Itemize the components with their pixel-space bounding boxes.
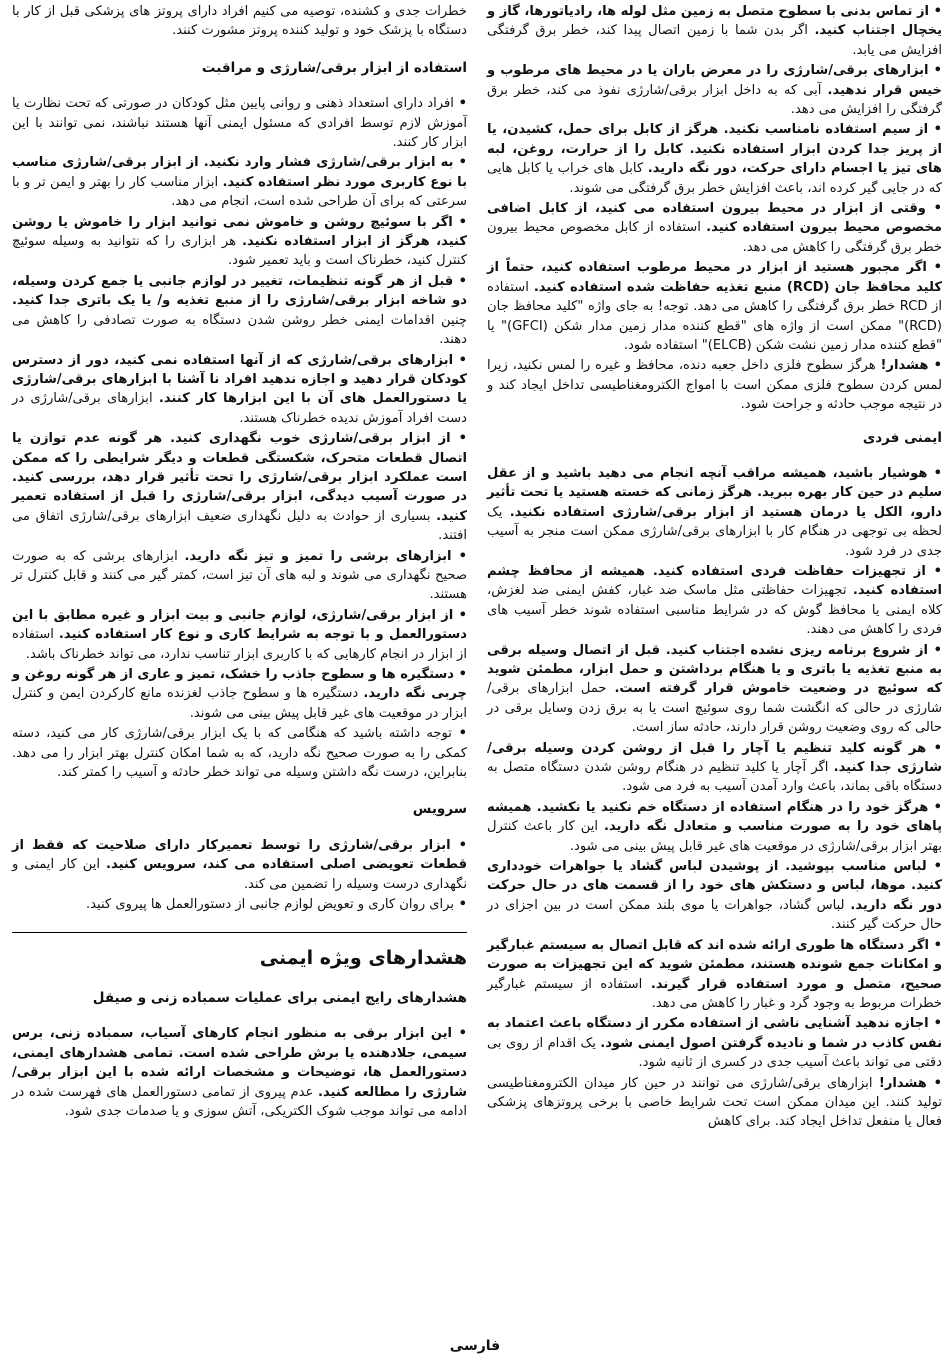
bullet-text: ابزارهای برقی/شارژی در دست افراد آموزش ندیده خطرناک هستند.	[12, 391, 467, 426]
bullet-text: یک اقدام از روی بی دقتی می تواند باعث آسیب جدی در کسری از ثانیه شود.	[487, 1035, 942, 1071]
bullet-bold-text: این ابزار برقی به منظور انجام کارهای آسیاب، سمباده زنی، برس سیمی، جلادهنده یا برش طراحی شده است. تمامی هشدارهای ایمنی، دستورالعمل ها، توضیحات و مشخصات ارائه شده با این ابزار برقی/ شارژی را مطالعه کنید.	[12, 1026, 467, 1100]
right-column	[487, 2, 942, 1133]
bullet-text: این کار ایمنی و نگهداری درست وسیله را تضمین می کند.	[12, 857, 467, 892]
service-heading: سرویس	[412, 801, 467, 818]
bullet-bold-text: هشدار!	[878, 1075, 927, 1091]
bullet-bold-text: ابزار برقی/شارژی را توسط تعمیرکار دارای صلاحیت که فقط از قطعات تعویضی اصلی استفاده می کند، سرویس کنید.	[12, 837, 468, 873]
bullet-icon: •	[928, 799, 943, 815]
bullet-text: هر ابزاری را که نتوانید به وسیله سوئیچ کنترل کنید، خطرناک است و باید تعمیر شود.	[12, 234, 467, 269]
bullet-bold-text: هشدار!	[880, 358, 929, 374]
footer-language-label: فارسی	[449, 1338, 501, 1354]
bullet-bold-text: لباس مناسب بپوشید. از پوشیدن لباس گشاد یا جواهرات خودداری کنید. موها، لباس و دستکش های خود را از قسمت های در حال حرکت دور نگه دارید.	[487, 859, 942, 913]
bullet-icon: •	[929, 4, 942, 19]
personal-safety-list	[487, 464, 942, 1132]
sanding-warnings-list	[12, 1024, 467, 1121]
bullet-item	[487, 356, 942, 414]
bullet-text: بسیاری از حوادث به دلیل نگهداری ضعیف ابزارهای برقی/شارژی اتفاق می افتند.	[12, 508, 467, 544]
bullet-bold-text: اجازه ندهید آشنایی ناشی از استفاده مکرر از دستگاه باعث اعتماد به نفس کاذب در شما و نادیده گرفتن اصول ایمنی شود.	[487, 1016, 942, 1051]
bullet-bold-text: از تماس بدنی با سطوح متصل به زمین مثل لوله ها، رادیاتورها، گاز و یخچال اجتناب کنید.	[487, 4, 942, 39]
bullet-bold-text: از ابزار برقی/شارژی، لوازم جانبی و بیت ابزار و غیره مطابق با این دستورالعمل و با توجه به شرایط کاری و نوع کار استفاده کنید.	[12, 607, 468, 643]
bullet-item	[12, 606, 467, 664]
bullet-item	[12, 429, 467, 545]
bullet-bold-text: هر گونه کلید تنظیم یا آچار را قبل از روشن کردن وسیله برقی/شارژی جدا کنید.	[487, 740, 942, 776]
bullet-text: استفاده از کابل مخصوص محیط بیرون خطر برق گرفتگی را کاهش می دهد.	[487, 220, 942, 255]
bullet-icon: •	[452, 1026, 468, 1042]
bullet-text: تجهیزات حفاظتی مثل ماسک ضد غبار، کفش ایمنی ضد لغزش، کلاه ایمنی یا محافظ گوش که در شرایط مناسبی استفاده شوند خطر آسیب های فردی را کاهش می دهند.	[487, 583, 942, 638]
bullet-bold-text: از سیم استفاده نامناسب نکنید. هرگز از کابل برای حمل، کشیدن، یا از پریز جدا کردن ابزار استفاده نکنید. کابل را از حرارت، روغن، لبه های تیز یا اجسام دارای حرکت، دور نگه دارید.	[487, 122, 942, 177]
bullet-icon: •	[452, 214, 468, 230]
bullet-icon: •	[927, 465, 942, 481]
left-column	[12, 2, 467, 1122]
bullet-item	[12, 547, 467, 605]
tool-use-list	[12, 94, 467, 782]
sanding-warnings-heading: هشدارهای رایج ایمنی برای عملیات سمباده زنی و صیقل	[92, 989, 467, 1006]
bullet-icon: •	[453, 155, 467, 171]
bullet-item	[487, 739, 942, 797]
bullet-text: اگر بدن شما با زمین اتصال پیدا کند، خطر برق گرفتگی افزایش می یابد.	[487, 23, 942, 58]
bullet-bold-text: از شروع برنامه ریزی نشده اجتناب کنید. قبل از اتصال وسیله برقی به منبع تغذیه یا باتری و یا هنگام برداشتن و حمل ابزار، مطمئن شوید که سوئیچ در وضعیت خاموش قرار گرفته است.	[487, 642, 942, 697]
bullet-item	[12, 153, 467, 211]
bullet-icon: •	[451, 726, 467, 742]
bullet-icon: •	[928, 358, 942, 374]
bullet-bold-text: اگر دستگاه ها طوری ارائه شده اند که قابل اتصال به سیستم غبارگیر و امکانات جمع شونده هستند، مطمئن شوید که این تجهیزات به صورت صحیح، متصل و مورد استفاده قرار گیرند.	[487, 937, 942, 992]
bullet-icon: •	[453, 96, 467, 112]
bullet-bold-text: اگر مجبور هستید از ابزار در محیط مرطوب استفاده کنید، حتماً از کلید محافظ جان (RCD) منبع تغذیه حفاظت شده استفاده کنید.	[487, 260, 942, 295]
bullet-text: استفاده از سیستم غبارگیر خطرات مربوط به وجود گرد و غبار را کاهش می دهد.	[487, 976, 942, 1011]
bullet-icon: •	[453, 607, 467, 623]
section-divider	[12, 932, 467, 933]
bullet-icon: •	[451, 548, 467, 564]
bullet-item	[487, 857, 942, 935]
bullet-text: ابزارهای برقی/شارژی می توانند در حین کار میدان الکترومغناطیسی تولید کنند. این میدان ممکن است تحت شرایط خاصی با برخی پروتزهای پزشکی فعال یا منفعل تداخل ایجاد کند. برای کاهش	[487, 1075, 942, 1130]
bullet-icon: •	[926, 740, 942, 756]
bullet-text: استفاده از RCD خطر برق گرفتگی را کاهش می دهد. توجه! به جای واژه "کلید محافظ جان (RCD)" ممکن است از واژه های "قطع کننده مدار زمین مدار شکن (GFCI)" یا "قطع کننده مدار زمین نشت شکن (ELCB)" استفاده شود.	[487, 279, 943, 353]
bullet-bold-text: از تجهیزات حفاظت فردی استفاده کنید. همیشه از محافظ چشم استفاده کنید.	[487, 563, 942, 599]
bullet-bold-text: از ابزار برقی/شارژی خوب نگهداری کنید. هر گونه عدم توازن یا اتصال قطعات متحرک، شکستگی قطعات و دیگر شرایطی را که ممکن است عملکرد ابزار برقی/شارژی را تحت تأثیر قرار دهد، بررسی کنید. در صورت آسیب دیدگی، ابزار برقی/شارژی را قبل از استفاده تعمیر کنید.	[12, 431, 467, 524]
tool-use-heading: استفاده از ابزار برقی/شارژی و مراقبت	[201, 59, 467, 76]
bullet-icon: •	[454, 667, 467, 682]
special-warnings-heading: هشدارهای ویژه ایمنی	[259, 947, 467, 970]
bullet-text: این کار باعث کنترل بهتر ابزار برقی/شارژی در موقعیت های غیر قابل پیش بینی می شود.	[487, 819, 942, 854]
bullet-icon: •	[925, 201, 942, 217]
bullet-bold-text: هرگز خود را در هنگام استفاده از دستگاه خم نکنید یا نکشید. همیشه پاهای خود را به صورت مناسب و متعادل نگه دارید.	[487, 799, 942, 835]
bullet-bold-text: به ابزار برقی/شارژی فشار وارد نکنید. از ابزار برقی/شارژی مناسب با نوع کاربری مورد نظر استفاده کنید.	[12, 155, 467, 190]
bullet-text: عدم پیروی از تمامی دستورالعمل های فهرست شده در ادامه می تواند موجب شوک الکتریکی، آتش سوزی و یا صدمات جدی شود.	[12, 1084, 467, 1119]
bullet-text: ابزارهای برشی که به صورت صحیح نگهداری می شوند و لبه های آن تیز است، کمتر گیر می کنند و قابل کنترل تر هستند.	[12, 548, 467, 603]
bullet-text: لباس گشاد، جواهرات یا موی بلند ممکن است در بین اجزای در حال حرکت گیر کنند.	[487, 897, 942, 933]
bullet-item	[12, 665, 467, 723]
bullet-item	[487, 258, 942, 355]
bullet-icon: •	[454, 897, 467, 913]
bullet-icon: •	[450, 837, 467, 853]
bullet-bold-text: وقتی از ابزار در محیط بیرون استفاده می کنید، از کابل اضافی مخصوص محیط بیرون استفاده کنید.	[487, 201, 942, 236]
bullet-icon: •	[928, 642, 942, 658]
bullet-item	[487, 61, 942, 119]
bullet-item	[487, 120, 942, 198]
bullet-icon: •	[453, 352, 467, 368]
bullet-text: اگر آچار یا کلید تنظیم در هنگام روشن شدن دستگاه متصل به دستگاه باقی بماند، باعث وارد آمدن آسیب به فرد می شود.	[487, 760, 942, 795]
electrical-safety-list	[487, 2, 942, 415]
bullet-icon: •	[926, 260, 942, 276]
bullet-icon: •	[928, 937, 942, 953]
bullet-bold-text: ابزارهای برشی را تمیز و تیز نگه دارید.	[184, 548, 452, 564]
bullet-item	[12, 94, 467, 152]
bullet-icon: •	[928, 63, 942, 79]
bullet-bold-text: ابزارهای برقی/شارژی که از آنها استفاده نمی کنید، دور از دسترس کودکان قرار دهید و اجازه ندهید افراد نا آشنا با ابزارهای برقی/شارژی یا دستورالعمل های آن با این ابزارها کار کنند.	[12, 352, 467, 407]
bullet-text: کابل های خراب یا کابل هایی که در جایی گیر کرده اند، باعث افزایش خطر برق گرفتگی می شوند.	[487, 161, 942, 196]
bullet-item	[487, 562, 942, 640]
bullet-icon: •	[926, 1075, 942, 1091]
bullet-text: ابزار مناسب کار را بهتر و ایمن تر و با سرعتی که برای آن طراحی شده است، انجام می دهد.	[12, 174, 467, 210]
bullet-text: آبی که به داخل ابزار برقی/شارژی نفوذ می کند، خطر برق گرفتگی را افزایش می دهد.	[487, 82, 942, 118]
bullet-text: دستگیره ها و سطوح جاذب لغزنده مانع کارکردن ایمن و کنترل ابزار در موقعیت های غیر قابل پیش بینی می شوند.	[12, 686, 467, 721]
bullet-icon: •	[926, 859, 942, 875]
bullet-item	[12, 724, 467, 782]
bullet-item	[487, 1074, 942, 1132]
bullet-item	[487, 798, 942, 856]
personal-safety-heading: ایمنی فردی	[862, 429, 942, 446]
bullet-text: برای روان کاری و تعویض لوازم جانبی از دستورالعمل ها پیروی کنید.	[85, 897, 455, 913]
bullet-item	[487, 199, 942, 257]
bullet-icon: •	[450, 431, 467, 447]
bullet-item	[12, 836, 467, 894]
service-list	[12, 836, 467, 915]
bullet-text: توجه داشته باشید که هنگامی که با یک ابزار برقی/شارژی کار می کنید، دسته کمکی را به صورت صحیح نگه دارید، که به شما امکان کنترل بهتر ابزار را می دهد. بنابراین، درست نگه داشتن وسیله می تواند خطر حادثه و آسیب را کمتر کند.	[12, 726, 467, 781]
bullet-bold-text: اگر با سوئیچ روشن و خاموش نمی توانید ابزار را خاموش یا روشن کنید، هرگز از ابزار استفاده نکنید.	[12, 214, 468, 250]
bullet-item	[12, 213, 467, 271]
bullet-icon: •	[928, 1016, 942, 1032]
bullet-item	[487, 936, 942, 1014]
bullet-text: یک لحظه بی توجهی در هنگام کار با ابزارهای برقی/شارژی ممکن است منجر به آسیب جدی در فرد شود.	[487, 504, 942, 559]
bullet-bold-text: هوشیار باشید، همیشه مراقب آنچه انجام می دهید باشید و از عقل سلیم در حین کار بهره ببرید. هرگز زمانی که خسته هستید یا تحت تأثیر دارو، الکل یا درمان هستید از ابزار برقی/شارژی استفاده نکنید.	[487, 465, 942, 520]
bullet-item	[487, 464, 942, 561]
bullet-text: افراد دارای استعداد ذهنی و روانی پایین مثل کودکان در صورتی که تحت نظارت یا آموزش لازم توسط افرادی که مسئول ایمنی آنها هستند نباشند، نمی توانند با این ابزار کار کنند.	[12, 96, 467, 151]
bullet-icon: •	[928, 122, 942, 138]
bullet-item	[12, 895, 467, 914]
bullet-text: حمل ابزارهای برقی/شارژی در حالی که انگشت شما روی سوئیچ است یا به برق زدن وسایل برقی در حالی که روی وضعیت روشن قرار دارند، حادثه ساز است.	[487, 681, 942, 736]
bullet-bold-text: قبل از هر گونه تنظیمات، تغییر در لوازم جانبی یا جمع کردن وسیله، دو شاخه ابزار برقی/شارژی را از منبع تغذیه و/ یا یک باتری جدا کنید.	[12, 273, 467, 309]
bullet-bold-text: ابزارهای برقی/شارژی را در معرض باران یا در محیط های مرطوب و خیس قرار ندهید.	[487, 63, 942, 98]
bullet-icon: •	[925, 563, 942, 579]
bullet-bold-text: دستگیره ها و سطوح جاذب را خشک، تمیز و عاری از هر گونه روغن و چربی نگه دارید.	[12, 667, 467, 702]
continuation-paragraph: خطرات جدی و کشنده، توصیه می کنیم افراد دارای پروتز های پزشکی قبل از کار با دستگاه با پزشک خود و تولید کننده پروتز مشورت کنند.	[12, 4, 467, 39]
bullet-text: هرگز سطوح فلزی داخل جعبه دنده، محافظ و غیره را لمس نکنید، زیرا لمس کردن سطوح فلزی ممکن است با امواج الکترومغناطیسی تداخل ایجاد کند و در نتیجه موجب حادثه و جراحت شود.	[487, 358, 942, 413]
bullet-icon: •	[453, 273, 467, 289]
bullet-item	[12, 1024, 467, 1121]
bullet-text: استفاده از ابزار در انجام کارهایی که با کاربری ابزار تناسب ندارد، می تواند خطرناک باشد.	[12, 627, 467, 662]
bullet-item	[487, 1014, 942, 1072]
bullet-item	[12, 272, 467, 350]
bullet-text: چنین اقدامات ایمنی خطر روشن شدن دستگاه به صورت تصادفی را کاهش می دهند.	[12, 312, 467, 348]
bullet-item	[487, 2, 942, 60]
bullet-item	[487, 641, 942, 738]
bullet-item	[12, 351, 467, 429]
